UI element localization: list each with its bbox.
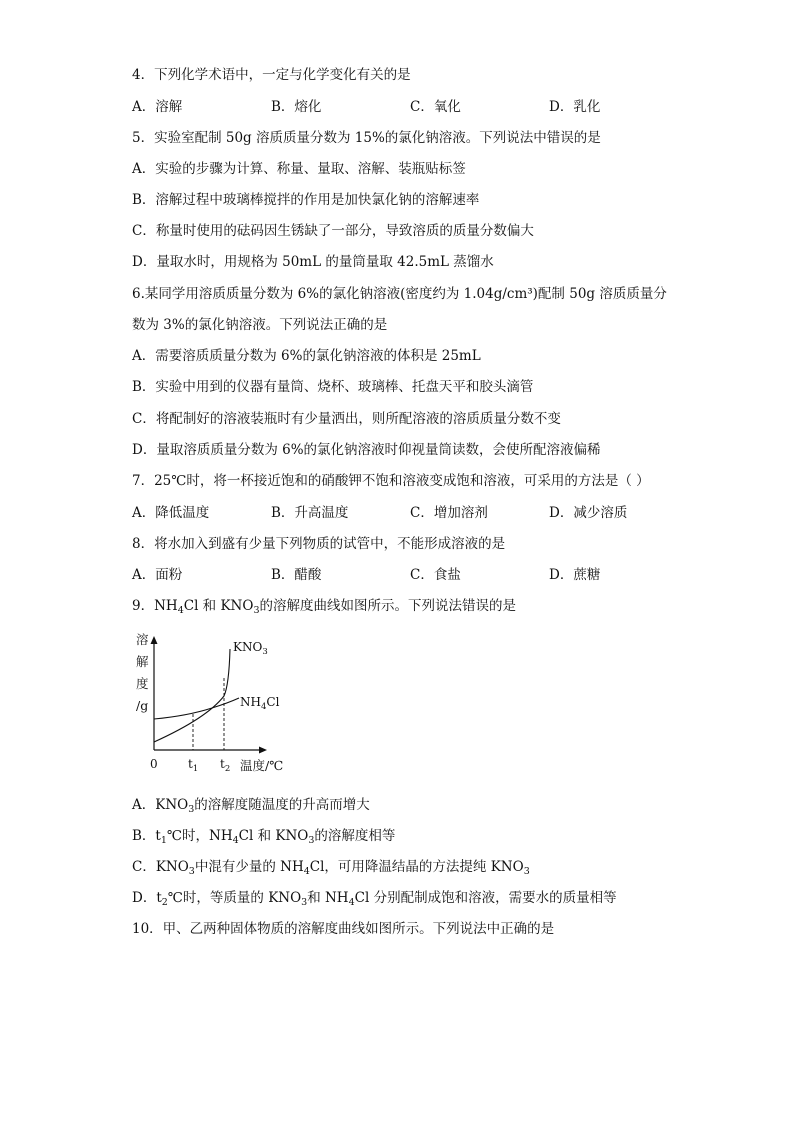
q7-option-c: C．增加溶剂 xyxy=(410,505,488,521)
ylabel-char-1: 溶 xyxy=(136,632,149,647)
t1-label: $t_1$ xyxy=(188,757,199,774)
q8-option-d: D．蔗糖 xyxy=(549,567,601,583)
x-axis-label: 温度/℃ xyxy=(240,758,284,773)
q4-option-d: D．乳化 xyxy=(549,99,601,115)
q5-stem: 5．实验室配制 50g 溶质质量分数为 15%的氯化钠溶液。下列说法中错误的是 xyxy=(132,130,601,146)
q5-option-c: C．称量时使用的砝码因生锈缺了一部分，导致溶质的质量分数偏大 xyxy=(132,223,534,239)
nh4cl-curve xyxy=(154,698,239,719)
q9-option-b: B．$t_1℃$时，$NH_4Cl$ 和 $KNO_3$的溶解度相等 xyxy=(132,828,396,846)
q10-stem: 10．甲、乙两种固体物质的溶解度曲线如图所示。下列说法中正确的是 xyxy=(132,921,555,937)
t2-label: $t_2$ xyxy=(220,757,231,774)
kno3-label: $KNO_3$ xyxy=(233,640,268,657)
q7-stem: 7．25℃时，将一杯接近饱和的硝酸钾不饱和溶液变成饱和溶液，可采用的方法是（ ） xyxy=(132,473,650,489)
q7-option-a: A．降低温度 xyxy=(132,505,210,521)
q6-option-b: B．实验中用到的仪器有量筒、烧杯、玻璃棒、托盘天平和胶头滴管 xyxy=(132,379,534,395)
q7-option-b: B．升高温度 xyxy=(271,505,349,521)
q5-option-d: D．量取水时，用规格为 50mL 的量筒量取 42.5mL 蒸馏水 xyxy=(132,254,494,270)
nh4cl-label: $NH_4Cl$ xyxy=(240,695,280,712)
q4-option-b: B．熔化 xyxy=(271,99,322,115)
q8-stem: 8．将水加入到盛有少量下列物质的试管中，不能形成溶液的是 xyxy=(132,536,506,552)
solubility-curve-figure xyxy=(132,630,302,780)
q6-option-a: A．需要溶质质量分数为 6%的氯化钠溶液的体积是 25mL xyxy=(132,348,481,364)
q4-option-a: A．溶解 xyxy=(132,99,183,115)
q4-stem: 4．下列化学术语中，一定与化学变化有关的是 xyxy=(132,67,411,83)
x-axis-arrow-icon xyxy=(259,747,267,754)
ylabel-char-3: 度 xyxy=(136,676,149,691)
q9-option-c: C．$KNO_3$中混有少量的 $NH_4Cl$，可用降温结晶的方法提纯 $KNO_3$ xyxy=(132,859,530,877)
q6-option-c: C．将配制好的溶液装瓶时有少量洒出，则所配溶液的溶质质量分数不变 xyxy=(132,411,561,427)
q6-stem-line1: 6.某同学用溶质质量分数为 6%的氯化钠溶液(密度约为 1.04g/cm³)配制 50g 溶质质量分 xyxy=(132,286,667,302)
ylabel-char-4: /g xyxy=(136,698,149,713)
q9-option-d: D．$t_2℃$时，等质量的 $KNO_3$和 $NH_4Cl$ 分别配制成饱和溶液，需要水的质量相等 xyxy=(132,890,617,908)
y-axis-arrow-icon xyxy=(151,636,158,644)
ylabel-char-2: 解 xyxy=(136,654,149,669)
q5-option-b: B．溶解过程中玻璃棒搅拌的作用是加快氯化钠的溶解速率 xyxy=(132,192,480,208)
origin-label: 0 xyxy=(150,757,158,771)
kno3-curve xyxy=(154,649,230,742)
q9-option-a: A．$KNO_3$的溶解度随温度的升高而增大 xyxy=(132,797,370,815)
q5-option-a: A．实验的步骤为计算、称量、量取、溶解、装瓶贴标签 xyxy=(132,161,466,177)
q6-option-d: D．量取溶质质量分数为 6%的氯化钠溶液时仰视量筒读数，会使所配溶液偏稀 xyxy=(132,442,601,458)
q7-option-d: D．减少溶质 xyxy=(549,505,628,521)
q6-stem-line2: 数为 3%的氯化钠溶液。下列说法正确的是 xyxy=(132,317,388,333)
q8-option-b: B．醋酸 xyxy=(271,567,322,583)
q9-stem: 9．$NH_4Cl$ 和 $KNO_3$的溶解度曲线如图所示。下列说法错误的是 xyxy=(132,598,516,616)
q8-option-a: A．面粉 xyxy=(132,567,183,583)
q4-option-c: C．氧化 xyxy=(410,99,461,115)
q8-option-c: C．食盐 xyxy=(410,567,461,583)
